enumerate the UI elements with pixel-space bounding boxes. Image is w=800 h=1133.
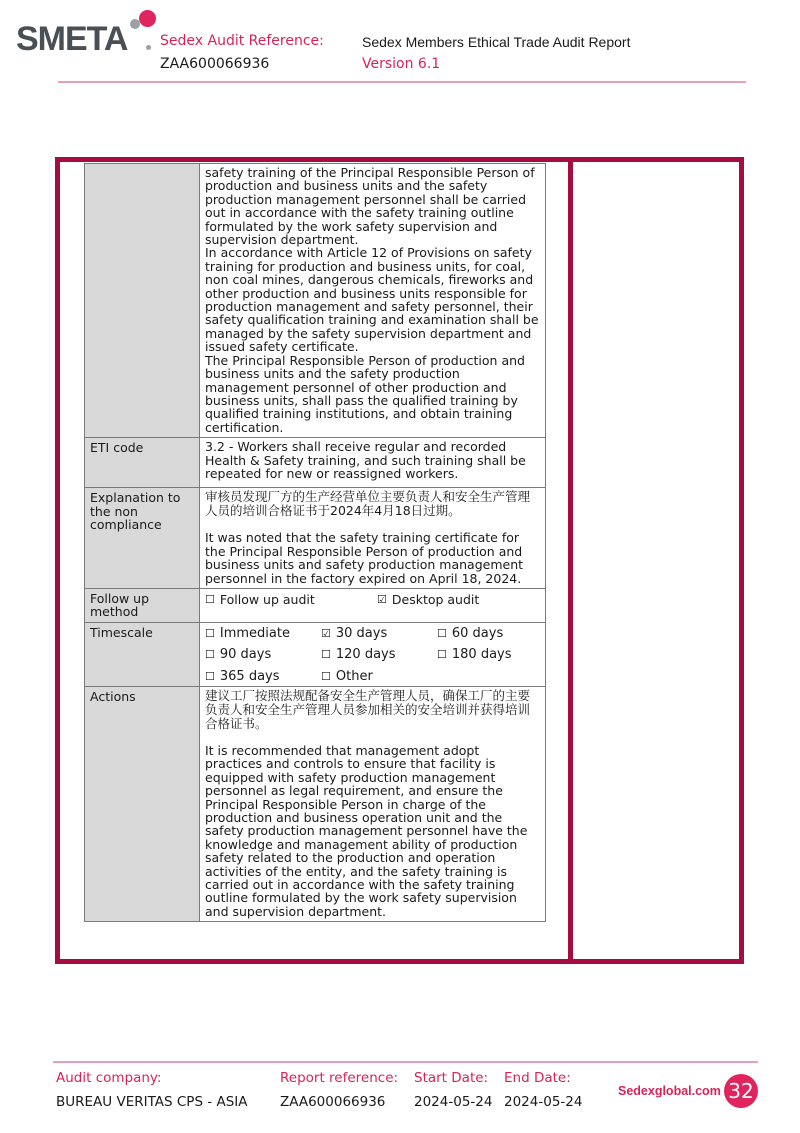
checked-box-icon: ☑	[321, 626, 331, 640]
report-reference-value: ZAA600066936	[280, 1094, 386, 1110]
actions-value	[200, 687, 546, 922]
sedex-website-link[interactable]: Sedexglobal.com	[618, 1084, 721, 1098]
explanation-value	[200, 488, 546, 589]
logo-text: SMETA	[16, 20, 128, 58]
explanation-english: It was noted that the safety training certificate for the Principal Responsible Person of production and business units and safety production management personnel in the factory expired on April 18, 2024.	[205, 530, 524, 586]
actions-label: Actions	[85, 687, 200, 922]
unchecked-box-icon: ☐	[437, 648, 447, 662]
timescale-other[interactable]	[321, 670, 437, 683]
followup-label: Follow up method	[85, 588, 200, 622]
table-row	[85, 438, 546, 488]
timescale-90-days[interactable]	[205, 648, 321, 661]
followup-options	[205, 591, 540, 606]
logo-dot-icon	[139, 10, 156, 27]
table-row	[85, 164, 546, 438]
timescale-60-label: 60 days	[451, 625, 504, 641]
timescale-30-days[interactable]	[321, 627, 437, 640]
table-row	[85, 622, 546, 686]
timescale-180-label: 180 days	[451, 647, 512, 663]
non-compliance-table	[84, 163, 546, 922]
actions-english: It is recommended that management adopt practices and controls to ensure that facility is equipped with safety production management personnel as legal requirement, and ensure the Principal Responsible Person in charge of the production and business operation unit and the safety production management personnel have the knowledge and management ability of production safety related to the production and operation activities of the entity, and the safety training is carried out in accordance with the safety training outline formulated by the work safety supervision and supervision department.	[205, 743, 528, 919]
unchecked-box-icon: ☐	[437, 626, 447, 640]
unchecked-box-icon: ☐	[321, 648, 331, 662]
eti-code-text: 3.2 - Workers shall receive regular and recorded Health & Safety training, and such training shall be repeated for new or reassigned workers.	[205, 439, 526, 481]
eti-code-value	[200, 438, 546, 488]
audit-reference-value: ZAA600066936	[160, 56, 270, 72]
smeta-logo	[16, 10, 156, 60]
explanation-chinese: 审核员发现厂方的生产经营单位主要负责人和安全生产管理人员的培训合格证书于2024年4月18日过期。	[205, 489, 531, 519]
audit-company-label: Audit company:	[56, 1070, 162, 1086]
explanation-label: Explanation to the non compliance	[85, 488, 200, 589]
timescale-immediate-label: Immediate	[219, 625, 290, 641]
logo-dot-icon	[130, 19, 140, 29]
logo-dot-icon	[146, 45, 151, 50]
followup-audit-label: Follow up audit	[219, 591, 315, 607]
followup-value	[200, 588, 546, 622]
timescale-options	[205, 625, 540, 683]
end-date-label: End Date:	[504, 1070, 571, 1086]
unchecked-box-icon: ☐	[205, 592, 215, 606]
timescale-120-label: 120 days	[335, 647, 396, 663]
desktop-audit-label: Desktop audit	[391, 591, 480, 607]
followup-audit-option[interactable]	[205, 593, 377, 606]
timescale-30-label: 30 days	[335, 625, 388, 641]
page-number-badge: 32	[724, 1074, 758, 1108]
report-reference-label: Report reference:	[280, 1070, 399, 1086]
frame-divider	[568, 157, 573, 964]
eti-code-label: ETI code	[85, 438, 200, 488]
continued-text: safety training of the Principal Responsible Person of production and business units and the safety production management personnel shall be carried out in accordance with the safety training outline formulated by the work safety supervision and supervision department. In accordance with Article 12 of Provisions on safety training for production and business units, for coal, non coal mines, dangerous chemicals, fireworks and other production and business units responsible for production management and safety personnel, their safety qualification training and examination shall be managed by the safety supervision department and issued safety certificate. The Principal Responsible Person of production and business units and the safety production management personnel of other production and business units, shall pass the qualified training by qualified training institutions, and obtain training certification.	[205, 165, 539, 435]
timescale-365-label: 365 days	[219, 668, 280, 684]
report-title: Sedex Members Ethical Trade Audit Report	[362, 34, 631, 50]
start-date-value: 2024-05-24	[414, 1094, 493, 1110]
timescale-90-label: 90 days	[219, 647, 272, 663]
desktop-audit-option[interactable]	[377, 593, 479, 606]
unchecked-box-icon: ☐	[321, 669, 331, 683]
table-row	[85, 687, 546, 922]
table-value-cell	[200, 164, 546, 438]
start-date-label: Start Date:	[414, 1070, 489, 1086]
table-label-cell	[85, 164, 200, 438]
report-version: Version 6.1	[362, 56, 441, 72]
header-divider	[58, 81, 746, 83]
timescale-365-days[interactable]	[205, 670, 321, 683]
checked-box-icon: ☑	[377, 592, 387, 606]
unchecked-box-icon: ☐	[205, 626, 215, 640]
audit-company-value: BUREAU VERITAS CPS - ASIA	[56, 1094, 248, 1110]
table-row	[85, 488, 546, 589]
unchecked-box-icon: ☐	[205, 648, 215, 662]
footer-divider	[53, 1061, 758, 1063]
timescale-120-days[interactable]	[321, 648, 437, 661]
unchecked-box-icon: ☐	[205, 669, 215, 683]
timescale-label: Timescale	[85, 622, 200, 686]
timescale-immediate[interactable]	[205, 627, 321, 640]
timescale-180-days[interactable]	[437, 648, 537, 661]
timescale-value	[200, 622, 546, 686]
timescale-60-days[interactable]	[437, 627, 537, 640]
actions-chinese: 建议工厂按照法规配备安全生产管理人员，确保工厂的主要负责人和安全生产管理人员参加相关的安全培训并获得培训合格证书。	[205, 688, 531, 731]
table-row	[85, 588, 546, 622]
audit-reference-label: Sedex Audit Reference:	[160, 33, 324, 49]
end-date-value: 2024-05-24	[504, 1094, 583, 1110]
timescale-other-label: Other	[335, 668, 373, 684]
